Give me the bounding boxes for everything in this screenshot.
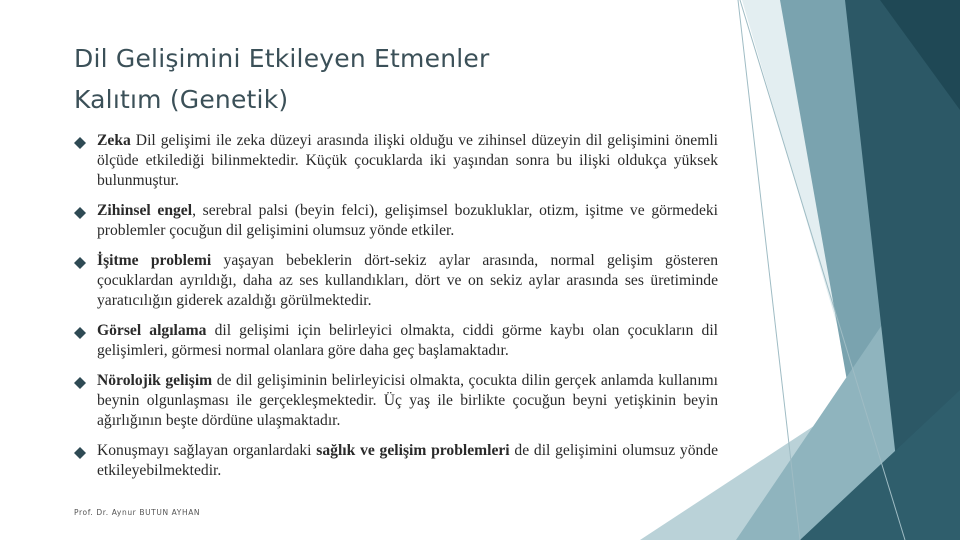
bullet-item-isitme-problemi	[74, 251, 718, 311]
bullet-bold: Zihinsel engel	[97, 202, 193, 219]
diamond-bullet-icon	[74, 257, 86, 269]
bullet-pre: Konuşmayı sağlayan organlardaki	[97, 442, 317, 459]
diamond-bullet-icon	[74, 207, 86, 219]
bullet-list	[74, 131, 718, 491]
bullet-text: yaşayan bebeklerin dört-sekiz aylar arasında, normal gelişim gösteren çocuklardan ayrıldığı, daha az ses kullandıkları, dört ve on sekiz aylar arasında ses üretiminde yaratıcılığın giderek azaldığı görülmektedir.	[97, 252, 718, 309]
slide-title	[74, 38, 714, 120]
diamond-bullet-icon	[74, 137, 86, 149]
bullet-text: de dil gelişimini olumsuz yönde etkileyebilmektedir.	[97, 442, 718, 479]
bullet-item-zihinsel-engel	[74, 201, 718, 241]
bullet-item-norolojik-gelisim	[74, 371, 718, 431]
title-line-1: Dil Gelişimini Etkileyen Etmenler	[74, 44, 490, 73]
bullet-bold: sağlık ve gelişim problemleri	[316, 442, 510, 459]
bullet-text: dil gelişimi için belirleyici olmakta, ciddi görme kaybı olan çocukların dil gelişimleri, görmesi normal olanlara göre daha geç başlamaktadır.	[97, 322, 718, 359]
bullet-bold: Görsel algılama	[97, 322, 207, 339]
bullet-bold: Nörolojik gelişim	[97, 372, 213, 389]
bullet-item-zeka	[74, 131, 718, 191]
bullet-bold: İşitme problemi	[97, 252, 212, 269]
diamond-bullet-icon	[74, 327, 86, 339]
bullet-text: Dil gelişimi ile zeka düzeyi arasında ilişki olduğu ve zihinsel düzeyin dil gelişimini önemli ölçüde etkilediği bilinmektedir. Küçük çocuklarda iki yaşından sonra bu ilişki oldukça yüksek bulunmuştur.	[97, 132, 718, 189]
diamond-bullet-icon	[74, 377, 86, 389]
bullet-text: de dil gelişiminin belirleyicisi olmakta, çocukta dilin gerçek anlamda kullanımı beynin olgunlaşması ile gerçekleşmektedir. Üç yaş ile birlikte çocuğun beyni yetişkinin beyin ağırlığının beşte dördüne ulaşmaktadır.	[97, 372, 718, 429]
bullet-item-gorsel-algilama	[74, 321, 718, 361]
footer-author: Prof. Dr. Aynur BUTUN AYHAN	[74, 508, 201, 517]
bullet-text: , serebral palsi (beyin felci), gelişimsel bozukluklar, otizm, işitme ve görmedeki problemler çocuğun dil gelişimini olumsuz yönde etkiler.	[97, 202, 719, 239]
bullet-bold: Zeka	[97, 132, 131, 149]
bullet-item-konusma-organlari	[74, 441, 718, 481]
diamond-bullet-icon	[74, 447, 86, 459]
title-line-2: Kalıtım (Genetik)	[74, 85, 289, 114]
